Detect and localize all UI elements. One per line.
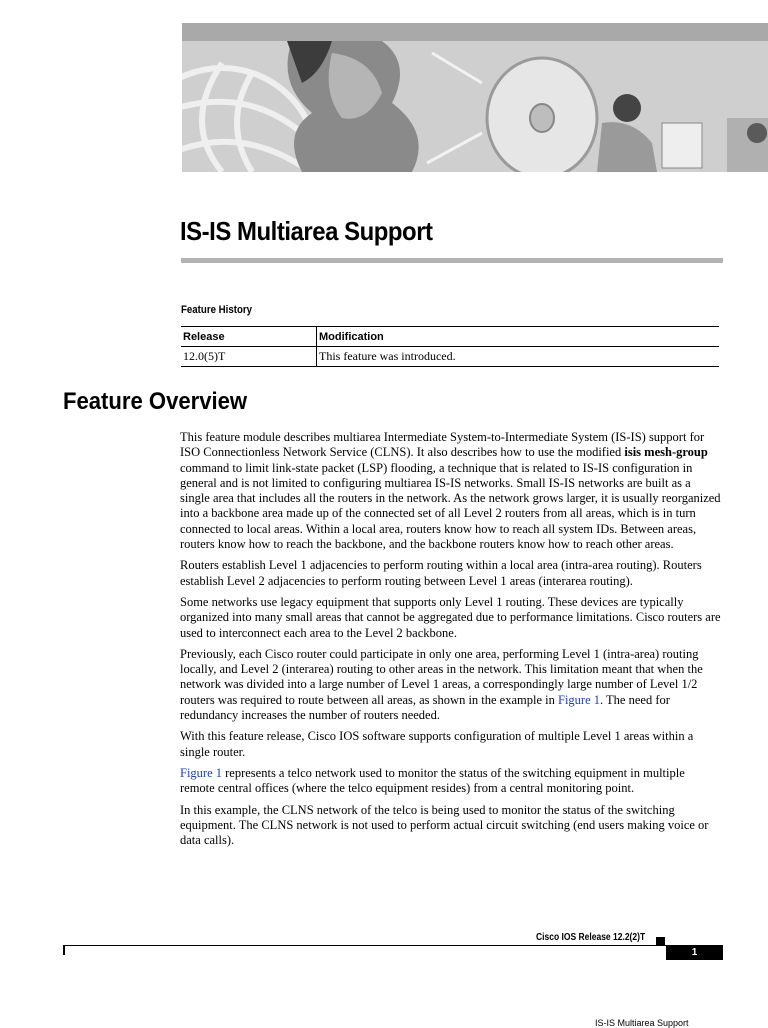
paragraph-3: Some networks use legacy equipment that supports only Level 1 routing. These devices are typically organized into many small areas that cannot be aggregated due to performance limitations. Cisco routers are used to interconnect each area to the Level 2 backbone. bbox=[180, 594, 721, 640]
paragraph-1-text-a: This feature module describes multiarea Intermediate System-to-Intermediate System (IS-IS) support for ISO Connectionless Network Service (CLNS). It also describes how to use the modified bbox=[180, 430, 705, 460]
page-title: IS-IS Multiarea Support bbox=[180, 216, 433, 246]
column-header-modification: Modification bbox=[317, 327, 720, 347]
banner-illustration bbox=[182, 23, 768, 172]
command-name: isis mesh-group bbox=[624, 445, 708, 460]
footer-rule bbox=[63, 945, 666, 946]
section-heading: Feature Overview bbox=[63, 388, 248, 415]
column-header-release: Release bbox=[181, 327, 317, 347]
paragraph-4-text-a: Previously, each Cisco router could participate in only one area, performing Level 1 (intra-area) routing locally, and Level 2 (interarea) routing to other areas in the network. This limitation meant that when the network was divided into a large number of Level 1 areas, a correspondingly large number of Level 1/2 routers was required to route between all areas, as shown in the example in bbox=[180, 646, 703, 707]
next-page-header-cutoff: IS-IS Multiarea Support bbox=[595, 1018, 689, 1028]
feature-history-table bbox=[181, 326, 719, 367]
header-banner-image bbox=[182, 23, 768, 172]
footer-marker bbox=[656, 937, 665, 945]
cell-release: 12.0(5)T bbox=[181, 347, 317, 367]
paragraph-4 bbox=[180, 647, 722, 723]
page-number: 1 bbox=[666, 945, 723, 960]
paragraph-4-text-b: . The need for redundancy increases the number of routers needed. bbox=[180, 692, 670, 723]
figure-1-link[interactable]: Figure 1 bbox=[180, 765, 223, 780]
section-body bbox=[180, 430, 722, 854]
table-header-row bbox=[181, 327, 719, 347]
paragraph-6 bbox=[180, 766, 722, 797]
title-underline bbox=[181, 258, 723, 263]
figure-1-link[interactable]: Figure 1 bbox=[558, 692, 601, 707]
paragraph-1-text-b: command to limit link-state packet (LSP) flooding, a technique that is related to IS-IS configuration in general and is not limited to configuring multiarea IS-IS networks. Small IS-IS networks are built as a single area that includes all the routers in the network. As the network grows larger, it is usually reorganized into a backbone area made up of the connected set of all Level 2 routers from all areas, which is in turn connected to local areas. Within a local area, routers know how to reach all system IDs. Between areas, routers know how to reach the backbone, and the backbone routers know how to reach other areas. bbox=[180, 460, 721, 552]
cell-modification: This feature was introduced. bbox=[317, 347, 720, 367]
table-row bbox=[181, 347, 719, 367]
footer-release: Cisco IOS Release 12.2(2)T bbox=[536, 932, 646, 943]
feature-history-label: Feature History bbox=[181, 304, 253, 316]
footer-tick bbox=[63, 945, 65, 955]
paragraph-2: Routers establish Level 1 adjacencies to perform routing within a local area (intra-area routing). Routers establish Level 2 adjacencies to perform routing between Level 1 areas (interarea routing). bbox=[180, 558, 702, 588]
paragraph-1 bbox=[180, 430, 722, 552]
paragraph-7: In this example, the CLNS network of the telco is being used to monitor the status of the switching equipment. The CLNS network is not used to perform actual circuit switching (end users making voice or data calls). bbox=[180, 802, 709, 848]
paragraph-5: With this feature release, Cisco IOS software supports configuration of multiple Level 1 areas within a single router. bbox=[180, 729, 694, 759]
paragraph-6-text: represents a telco network used to monitor the status of the switching equipment in multiple remote central offices (where the telco equipment resides) from a central monitoring point. bbox=[180, 765, 685, 796]
